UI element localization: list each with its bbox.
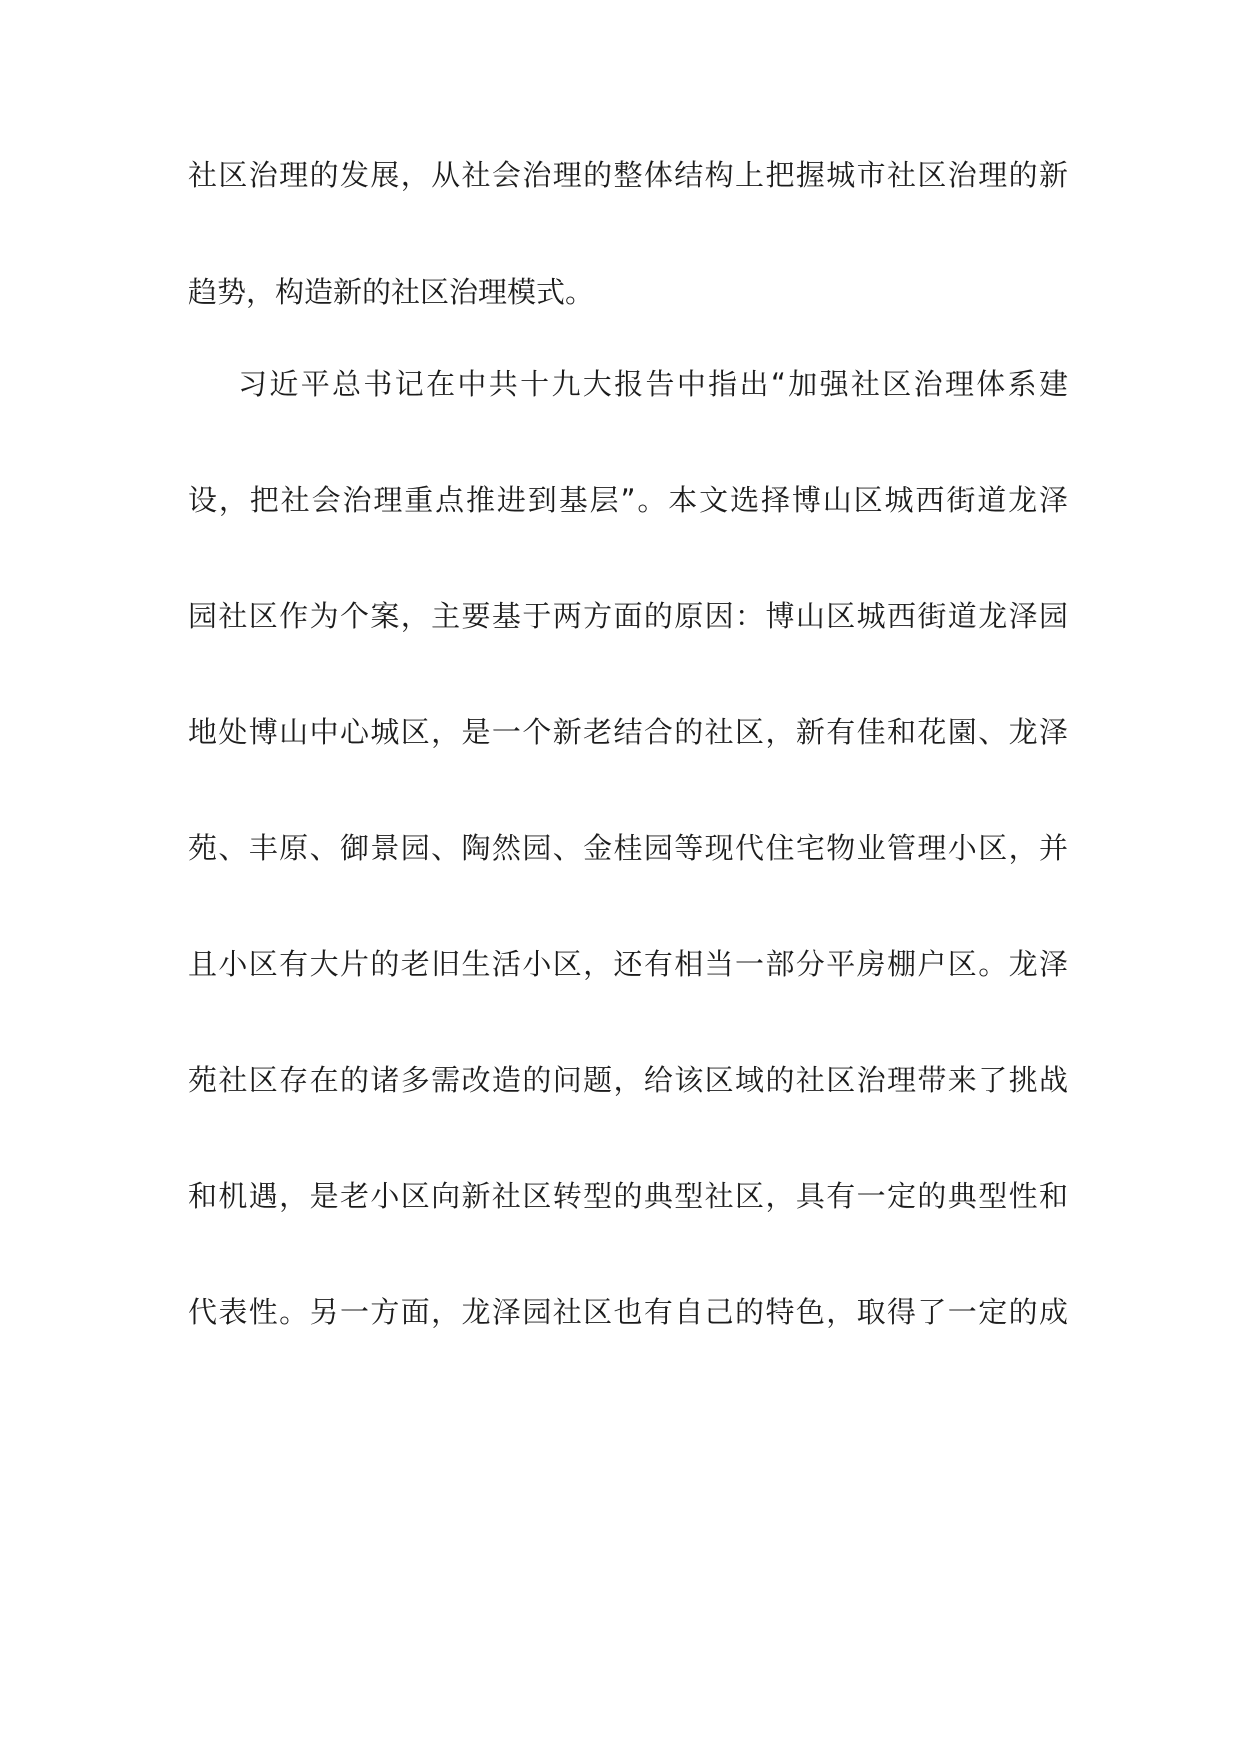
text-line: 和机遇，是老小区向新社区转型的典型社区，具有一定的典型性和 (188, 1179, 1068, 1213)
text-line: 社区治理的发展，从社会治理的整体结构上把握城市社区治理的新 (188, 158, 1068, 192)
text-line: 且小区有大片的老旧生活小区，还有相当一部分平房棚户区。龙泽 (188, 947, 1068, 981)
text-line: 苑社区存在的诸多需改造的问题，给该区域的社区治理带来了挑战 (188, 1063, 1068, 1097)
text-line: 园社区作为个案，主要基于两方面的原因：博山区城西街道龙泽园 (188, 599, 1068, 633)
paragraph-first-line: 习近平总书记在中共十九大报告中指出“加强社区治理体系建 (238, 367, 1068, 401)
text-line: 代表性。另一方面，龙泽园社区也有自己的特色，取得了一定的成 (188, 1295, 1068, 1329)
text-line: 苑、丰原、御景园、陶然园、金桂园等现代住宅物业管理小区，并 (188, 831, 1068, 865)
text-line: 设，把社会治理重点推进到基层”。本文选择博山区城西街道龙泽 (188, 483, 1068, 517)
text-line: 地处博山中心城区，是一个新老结合的社区，新有佳和花園、龙泽 (188, 715, 1068, 749)
text-line: 趋势，构造新的社区治理模式。 (188, 275, 595, 309)
